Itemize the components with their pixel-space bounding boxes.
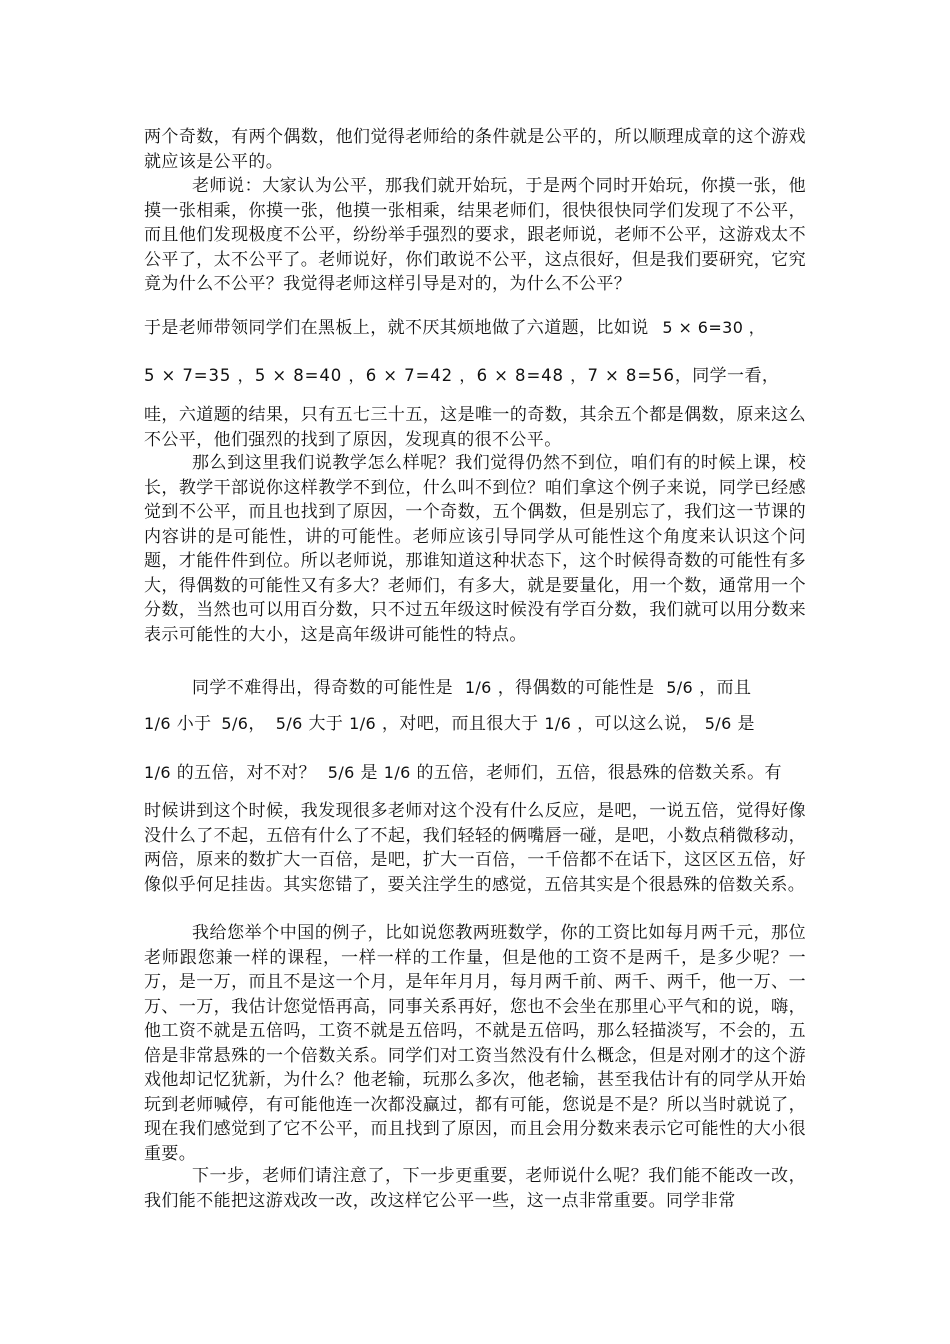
fraction: 1/6 xyxy=(144,714,171,733)
fraction-line-1 xyxy=(192,676,806,700)
text-run: 同学不难得出，得奇数的可能性是 xyxy=(192,678,453,698)
text-run: ，可以这么说， xyxy=(577,714,699,734)
paragraph-1: 两个奇数，有两个偶数，他们觉得老师给的条件就是公平的，所以顺理成章的这个游戏就应该是公平的。 xyxy=(144,127,806,172)
paragraph-5: 那么到这里我们说教学怎么样呢？我们觉得仍然不到位，咱们有的时候上课，校长，教学干部说你这样教学不到位，什么叫不到位？咱们拿这个例子来说，同学已经感觉到不公平，而且也找到了原因，一个奇数，五个偶数，但是别忘了，我们这一节课的内容讲的是可能性，讲的可能性。老师应该引导同学从可能性这个角度来认识这个问题，才能件件到位。所以老师说，那谁知道这种状态下，这个时候得奇数的可能性有多大，得偶数的可能性又有多大？老师们，有多大，就是要量化，用一个数，通常用一个分数，当然也可以用百分数，只不过五年级这时候没有学百分数，我们就可以用分数来表示可能性的大小，这是高年级讲可能性的特点。 xyxy=(144,453,806,645)
fraction: 5/6 xyxy=(221,714,249,733)
text-run: 小于 xyxy=(176,714,212,734)
paragraph-2: 老师说：大家认为公平，那我们就开始玩，于是两个同时开始玩，你摸一张，他摸一张相乘，你摸一张，他摸一张相乘，结果老师们，很快很快同学们发现了不公平，而且他们发现极度不公平，纷纷举手强烈的要求，跟老师说，老师不公平，这游戏太不公平了，太不公平了。老师说好，你们敢说不公平，这点很好，但是我们要研究，它究竟为什么不公平？我觉得老师这样引导是对的，为什么不公平？ xyxy=(144,176,806,294)
fraction: 5/6 xyxy=(327,763,355,782)
text-run: ， xyxy=(248,714,266,734)
fraction: 5/6 xyxy=(275,714,303,733)
fraction: 1/6 xyxy=(144,763,171,782)
paragraph-8: 下一步，老师们请注意了，下一步更重要，老师说什么呢？我们能不能改一改，我们能不能把这游戏改一改，改这样它公平一些，这一点非常重要。同学非常 xyxy=(144,1166,806,1211)
equation: 5 × 6=30 ， xyxy=(662,318,766,337)
text-run: 的五倍，老师们，五倍，很悬殊的倍数关系。有 xyxy=(416,763,782,783)
fraction: 1/6 xyxy=(383,763,411,782)
fraction: 1/6 xyxy=(464,678,492,697)
text-run: 是 xyxy=(360,763,378,783)
fraction: 5/6 xyxy=(704,714,732,733)
text-run: ，同学一看， xyxy=(674,366,780,386)
fraction: 5/6 xyxy=(666,678,694,697)
paragraph-7: 我给您举个中国的例子，比如说您教两班数学，你的工资比如每月两千元，那位老师跟您兼一样的课程，一样一样的工作量，但是他的工资不是两千，是多少呢？一万，是一万，而且不是这一个月，是年年月月，每月两千前、两千、两千，他一万、一万、一万，我估计您觉悟再高，同事关系再好，您也不会坐在那里心平气和的说，嗨，他工资不就是五倍吗，工资不就是五倍吗，不就是五倍吗，那么轻描淡写，不会的，五倍是非常悬殊的一个倍数关系。同学们对工资当然没有什么概念，但是对刚才的这个游戏他却记忆犹新，为什么？他老输，玩那么多次，他老输，甚至我估计有的同学从开始玩到老师喊停，有可能他连一次都没赢过，都有可能，您说是不是？所以当时就说了，现在我们感觉到了它不公平，而且找到了原因，而且会用分数来表示它可能性的大小很重要。 xyxy=(144,923,806,1164)
text-run: 于是老师带领同学们在黑板上，就不厌其烦地做了六道题，比如说 xyxy=(144,318,649,338)
fraction-line-3 xyxy=(144,761,806,785)
fraction: 1/6 xyxy=(349,714,377,733)
text-run: ，得偶数的可能性是 xyxy=(497,678,655,698)
text-run: 大于 xyxy=(308,714,344,734)
text-run: ，而且 xyxy=(699,678,752,698)
fraction-line-2 xyxy=(144,712,806,736)
text-run: 的五倍，对不对？ xyxy=(176,763,316,783)
fraction: 1/6 xyxy=(544,714,572,733)
paragraph-6: 时候讲到这个时候，我发现很多老师对这个没有什么反应，是吧，一说五倍，觉得好像没什么了不起，五倍有什么了不起，我们轻轻的俩嘴唇一碰，是吧，小数点稍微移动，两倍，原来的数扩大一百倍，是吧，扩大一百倍，一千倍都不在话下，这区区五倍，好像似乎何足挂齿。其实您错了，要关注学生的感觉，五倍其实是个很悬殊的倍数关系。 xyxy=(144,801,806,895)
equations-line xyxy=(144,364,806,388)
equations: 5 × 7=35 ，5 × 8=40 ，6 × 7=42 ，6 × 8=48 ，7 × 8=56 xyxy=(144,366,675,385)
text-run: 是 xyxy=(737,714,755,734)
text-run: ，对吧，而且很大于 xyxy=(381,714,539,734)
paragraph-4: 哇，六道题的结果，只有五七三十五，这是唯一的奇数，其余五个都是偶数，原来这么不公平，他们强烈的找到了原因，发现真的很不公平。 xyxy=(144,405,806,450)
paragraph-3-line-1 xyxy=(144,316,806,340)
